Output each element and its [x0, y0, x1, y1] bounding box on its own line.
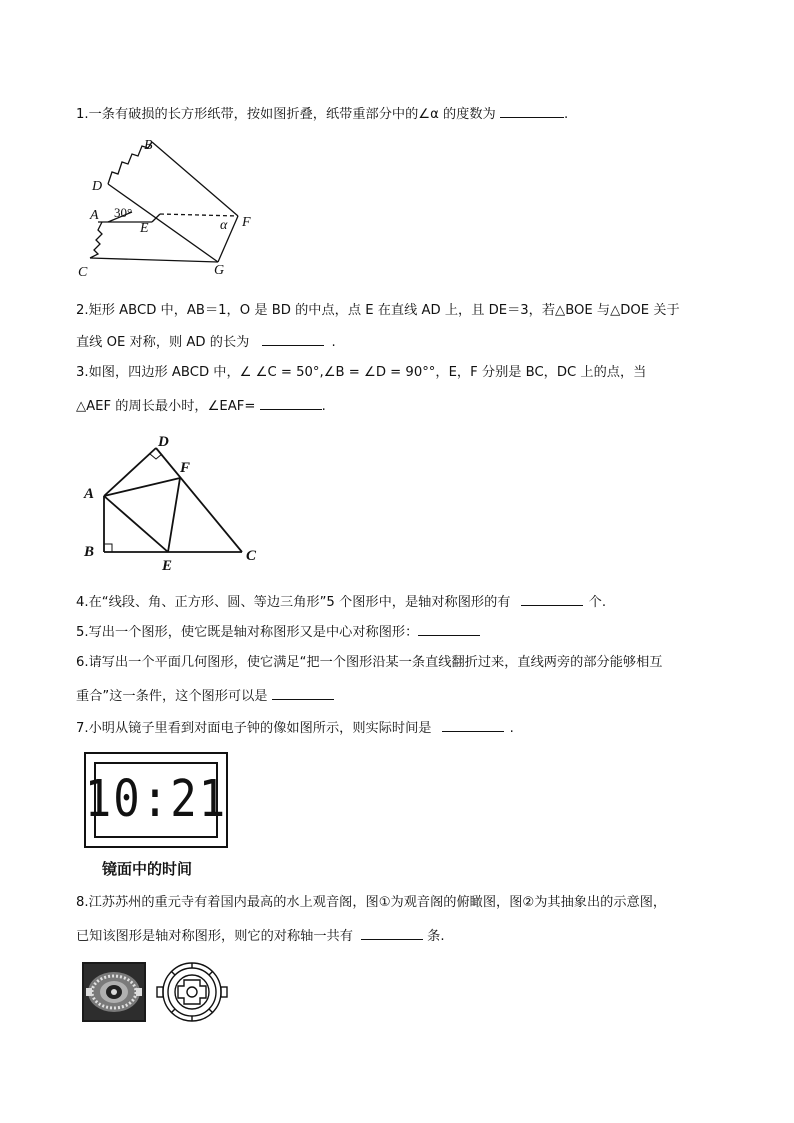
question-2-line-1 [76, 302, 680, 320]
question-3-text-2: △AEF 的周长最小时，∠EAF= [76, 399, 256, 414]
fig1-label-D: D [92, 179, 103, 194]
question-8-end: 条. [427, 929, 445, 944]
pavilion-aerial-photo [82, 962, 146, 1022]
fig1-label-A: A [90, 208, 99, 223]
question-6-text-2: 重合”这一条件，这个图形可以是 [76, 689, 268, 704]
question-2-line-2 [76, 332, 336, 352]
fig1-label-B: B [144, 138, 153, 153]
question-2-text-1: 2.矩形 ABCD 中，AB＝1，O 是 BD 的中点，点 E 在直线 AD 上，且 DE＝3，若△BOE 与△DOE 关于 [76, 303, 680, 318]
question-6-text-1: 6.请写出一个平面几何图形，使它满足“把一个图形沿某一条直线翻折过来，直线两旁的部分能够相互 [76, 655, 663, 670]
fig3-label-C: C [246, 548, 257, 564]
question-3-line-2 [76, 396, 326, 416]
question-4 [76, 592, 606, 612]
question-8-line-1 [76, 894, 666, 912]
question-6-line-1 [76, 654, 662, 672]
question-2-text-2: 直线 OE 对称，则 AD 的长为 [76, 335, 250, 350]
clock-caption: 镜面中的时间 [102, 860, 193, 878]
pavilion-schematic-diagram [156, 960, 232, 1026]
question-7-end: . [509, 721, 514, 736]
question-8-text-2: 已知该图形是轴对称图形，则它的对称轴一共有 [76, 929, 353, 944]
answer-blank-2[interactable] [262, 332, 324, 346]
answer-blank-8[interactable] [361, 926, 423, 940]
answer-blank-1[interactable] [500, 104, 564, 118]
clock-display-frame [84, 762, 228, 838]
figure-1-folded-strip [72, 134, 272, 284]
question-7-text: 7.小明从镜子里看到对面电子钟的像如图所示，则实际时间是 [76, 721, 432, 736]
answer-blank-5[interactable] [418, 622, 480, 636]
fig3-label-B: B [84, 544, 95, 560]
fig1-label-angle: 30° [114, 205, 133, 220]
clock-time: 10:21 [84, 770, 228, 829]
answer-blank-3[interactable] [260, 396, 322, 410]
figure-3-quadrilateral [76, 428, 276, 578]
question-8-line-2 [76, 926, 445, 946]
answer-blank-4[interactable] [521, 592, 583, 606]
question-1 [76, 104, 568, 124]
fig3-label-E: E [162, 558, 173, 574]
answer-blank-6[interactable] [272, 686, 334, 700]
question-3-end: . [321, 399, 326, 414]
question-3-line-1 [76, 364, 646, 382]
mirror-clock-figure [84, 752, 228, 848]
fig1-label-F: F [242, 215, 251, 230]
question-1-end: . [563, 107, 569, 122]
question-5 [76, 622, 480, 642]
fig3-label-D: D [158, 434, 169, 450]
question-5-text: 5.写出一个图形，使它既是轴对称图形又是中心对称图形： [76, 625, 419, 640]
answer-blank-7[interactable] [442, 718, 504, 732]
fig3-label-A: A [84, 486, 95, 502]
question-7 [76, 718, 514, 738]
fig1-label-alpha: α [220, 218, 228, 233]
question-8-text-1: 8.江苏苏州的重元寺有着国内最高的水上观音阁，图①为观音阁的俯瞰图，图②为其抽象出的示意图， [76, 895, 667, 910]
question-4-text: 4.在“线段、角、正方形、圆、等边三角形”5 个图形中，是轴对称图形的有 [76, 595, 511, 610]
question-1-text: 1.一条有破损的长方形纸带，按如图折叠，纸带重部分中的∠α 的度数为 [76, 107, 496, 122]
question-2-end: . [331, 335, 336, 350]
fig1-label-E: E [140, 221, 149, 236]
fig1-label-G: G [214, 263, 225, 278]
fig3-label-F: F [180, 460, 191, 476]
fig1-label-C: C [78, 265, 88, 280]
question-6-line-2 [76, 686, 334, 706]
question-3-text-1: 3.如图，四边形 ABCD 中，∠ ∠C = 50°,∠B = ∠D = 90°°，E，F 分别是 BC，DC 上的点，当 [76, 365, 647, 380]
question-4-end: 个. [588, 595, 607, 610]
